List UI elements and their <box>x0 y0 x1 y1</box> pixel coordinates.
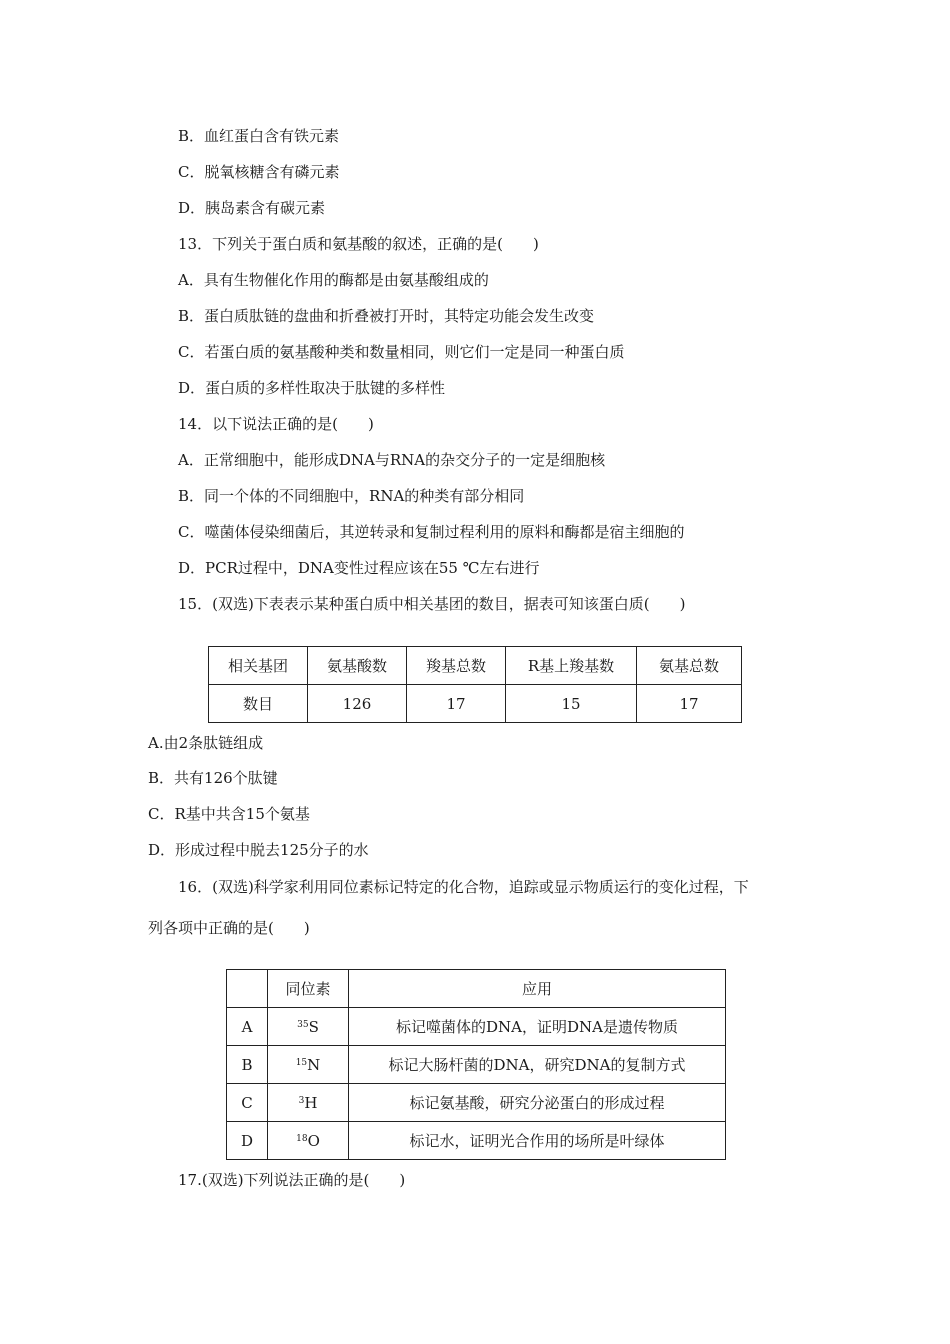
isotope-cell <box>268 1008 349 1046</box>
q14-option-d: D．PCR过程中，DNA变性过程应该在55 ℃左右进行 <box>178 559 540 577</box>
table-header-row <box>227 970 726 1008</box>
q15-stem: 15．(双选)下表表示某种蛋白质中相关基团的数目，据表可知该蛋白质( ) <box>178 595 686 613</box>
table-cell: D <box>227 1122 268 1160</box>
table-cell: 标记氨基酸，研究分泌蛋白的形成过程 <box>349 1084 726 1122</box>
isotope-mass: 3 <box>298 1095 305 1106</box>
isotope-mass: 35 <box>297 1019 309 1030</box>
table-header-cell: 氨基酸数 <box>308 647 407 685</box>
table-cell: 17 <box>407 685 506 723</box>
table-cell: 标记大肠杆菌的DNA，研究DNA的复制方式 <box>349 1046 726 1084</box>
isotope-element: O <box>307 1131 320 1150</box>
table-header-cell: 应用 <box>349 970 726 1008</box>
q13-option-a: A．具有生物催化作用的酶都是由氨基酸组成的 <box>178 271 489 289</box>
isotope-mass: 15 <box>295 1057 308 1068</box>
table-row <box>227 1008 726 1046</box>
table-cell: 17 <box>637 685 742 723</box>
table-row <box>227 1084 726 1122</box>
q12-option-b: B．血红蛋白含有铁元素 <box>178 127 340 145</box>
q14-stem: 14．以下说法正确的是( ) <box>178 415 374 433</box>
table-cell: 标记水，证明光合作用的场所是叶绿体 <box>349 1122 726 1160</box>
q15-table <box>208 646 742 723</box>
table-cell: 15 <box>506 685 637 723</box>
table-cell: C <box>227 1084 268 1122</box>
table-cell: 数目 <box>209 685 308 723</box>
table-row <box>209 685 742 723</box>
table-cell: A <box>227 1008 268 1046</box>
q12-option-c: C．脱氧核糖含有磷元素 <box>178 163 340 181</box>
q13-stem: 13．下列关于蛋白质和氨基酸的叙述，正确的是( ) <box>178 235 539 253</box>
q12-option-d: D．胰岛素含有碳元素 <box>178 199 326 217</box>
table-header-cell <box>227 970 268 1008</box>
q14-option-b: B．同一个体的不同细胞中，RNA的种类有部分相同 <box>178 487 525 505</box>
q17-stem: 17.(双选)下列说法正确的是( ) <box>178 1171 406 1189</box>
q13-option-d: D．蛋白质的多样性取决于肽键的多样性 <box>178 379 446 397</box>
isotope-cell <box>268 1122 349 1160</box>
table-cell: 标记噬菌体的DNA，证明DNA是遗传物质 <box>349 1008 726 1046</box>
table-header-cell: 同位素 <box>268 970 349 1008</box>
table-header-cell: 氨基总数 <box>637 647 742 685</box>
q15-option-c: C．R基中共含15个氨基 <box>148 805 310 823</box>
q14-option-a: A．正常细胞中，能形成DNA与RNA的杂交分子的一定是细胞核 <box>178 451 606 469</box>
isotope-cell <box>268 1046 349 1084</box>
q16-stem-line2: 列各项中正确的是( ) <box>148 919 310 937</box>
q15-option-b: B．共有126个肽键 <box>148 769 278 787</box>
table-cell: 126 <box>308 685 407 723</box>
table-cell: B <box>227 1046 268 1084</box>
table-header-cell: 相关基团 <box>209 647 308 685</box>
q15-option-d: D．形成过程中脱去125分子的水 <box>148 841 369 859</box>
table-row <box>227 1122 726 1160</box>
q15-option-a: A.由2条肽链组成 <box>148 734 264 752</box>
isotope-mass: 18 <box>296 1133 308 1144</box>
table-header-row <box>209 647 742 685</box>
q16-stem-line1: 16．(双选)科学家利用同位素标记特定的化合物，追踪或显示物质运行的变化过程，下 <box>178 878 749 896</box>
q16-table <box>226 969 726 1160</box>
table-header-cell: R基上羧基数 <box>506 647 637 685</box>
isotope-element: N <box>307 1055 321 1074</box>
q13-option-c: C．若蛋白质的氨基酸种类和数量相同，则它们一定是同一种蛋白质 <box>178 343 625 361</box>
q13-option-b: B．蛋白质肽链的盘曲和折叠被打开时，其特定功能会发生改变 <box>178 307 595 325</box>
isotope-cell <box>268 1084 349 1122</box>
isotope-element: S <box>308 1017 319 1036</box>
table-row <box>227 1046 726 1084</box>
isotope-element: H <box>304 1093 318 1112</box>
table-header-cell: 羧基总数 <box>407 647 506 685</box>
q14-option-c: C．噬菌体侵染细菌后，其逆转录和复制过程利用的原料和酶都是宿主细胞的 <box>178 523 685 541</box>
